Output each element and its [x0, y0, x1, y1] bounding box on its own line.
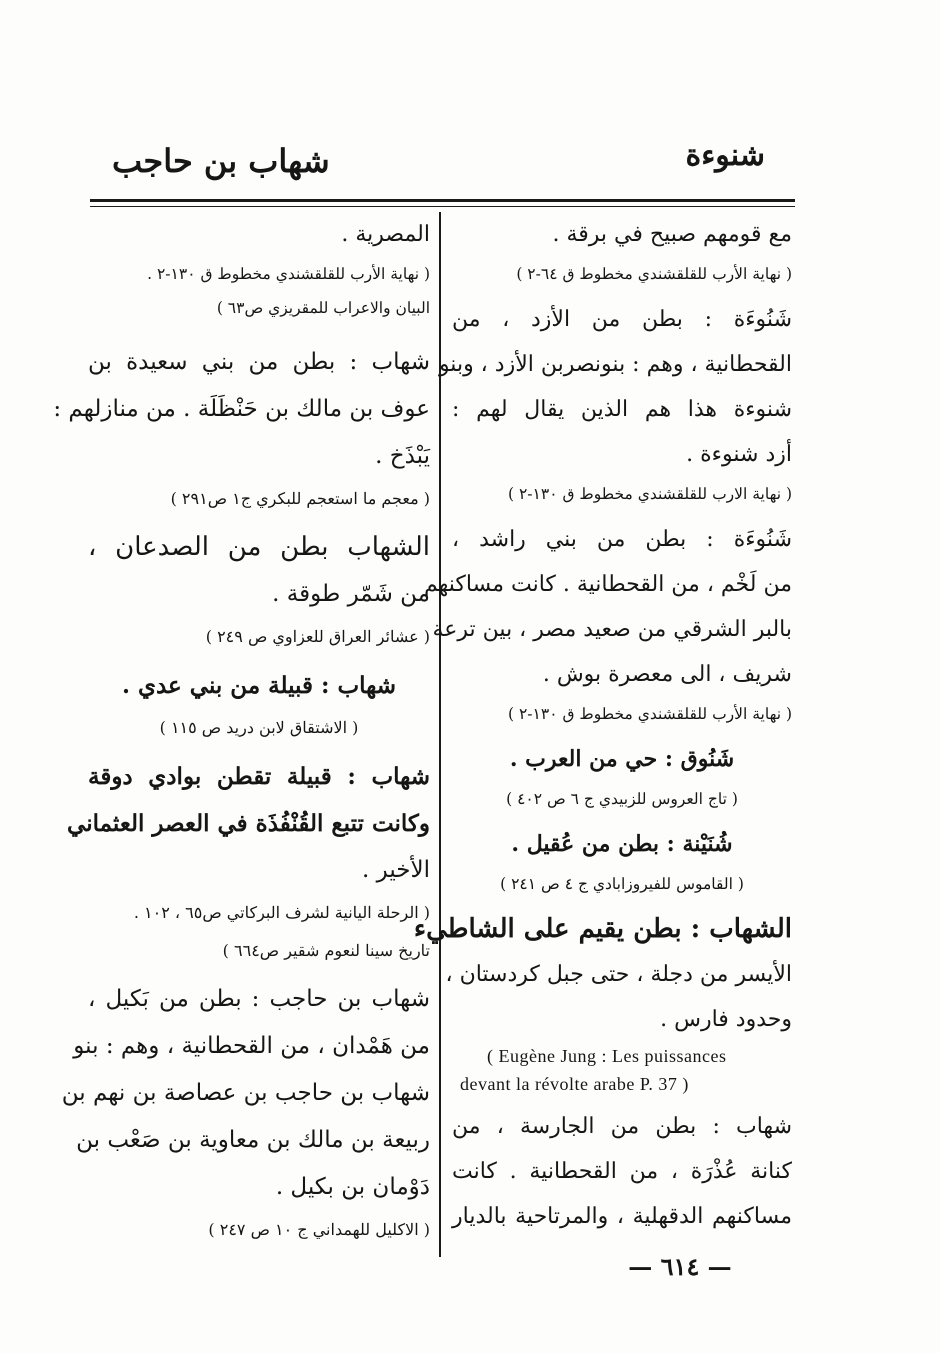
entry-line: أزد شنوءة . [686, 442, 792, 467]
entry-line: ربيعة بن مالك بن معاوية بن صَعْب بن [76, 1127, 430, 1153]
entry-line: دَوْمان بن بكيل . [275, 1174, 430, 1200]
entry-line: من هَمْدان ، من القحطانية ، وهم : بنو [73, 1033, 430, 1059]
citation: ( نهاية الأرب للقلقشندي مخطوط ق ١٣٠-٢ ) [507, 705, 792, 723]
entry-headword-line: شهاب بن حاجب : بطن من بَكيل ، [88, 986, 430, 1012]
citation: ( نهاية الارب للقلقشندي مخطوط ق ١٣٠-٢ ) [507, 485, 792, 503]
citation: ( تاج العروس للزبيدي ج ٦ ص ٤٠٢ ) [506, 790, 738, 808]
entry-headword-line: الشهاب بطن من الصدعان ، [88, 532, 430, 562]
citation: ( الاشتقاق لابن دريد ص ١١٥ ) [159, 718, 359, 737]
running-head-left: شهاب بن حاجب [112, 142, 330, 180]
running-head-right: شنوءة [685, 138, 765, 173]
entry-line: وكانت تتبع القُنْفُذَة في العصر العثماني [67, 810, 430, 837]
entry-line: مع قومهم صبيح في برقة . [552, 222, 792, 247]
header-rule-thin [90, 206, 795, 207]
entry-headword-line: شَنُوق : حي من العرب . [509, 746, 735, 772]
citation: ( الاكليل للهمداني ج ١٠ ص ٢٤٧ ) [208, 1220, 430, 1239]
entry-headword-line: شهاب : قبيلة تقطن بوادي دوقة [88, 763, 430, 790]
entry-line: مساكنهم الدقهلية ، والمرتاحية بالديار [452, 1204, 792, 1229]
entry-line: شهاب بن حاجب بن عصاصة بن نهم بن [61, 1080, 430, 1106]
entry-headword-line: شَنُوءَة : بطن من الأزد ، من [452, 307, 792, 332]
citation: تاريخ سينا لنعوم شقير ص٦٦٤ ) [222, 941, 430, 960]
page-number: — ٦١٤ — [628, 1252, 732, 1281]
citation: ( عشائر العراق للعزاوي ص ٢٤٩ ) [205, 627, 430, 646]
entry-headword-line: شُنَيْنة : بطن من عُقيل . [511, 831, 733, 857]
entry-line: من لَخْم ، من القحطانية . كانت مساكنهم [423, 572, 792, 597]
latin-citation: ( Eugène Jung : Les puissances [487, 1046, 727, 1066]
header-rule-thick [90, 199, 795, 202]
citation: ( نهاية الأرب للقلقشندي مخطوط ق ١٣٠-٢ . [147, 265, 430, 283]
entry-line: عوف بن مالك بن حَنْظَلَة . من منازلهم : [53, 396, 430, 422]
latin-citation: devant la révolte arabe P. 37 ) [460, 1074, 689, 1094]
entry-headword-line: شهاب : قبيلة من بني عدي . [121, 672, 397, 699]
entry-line: المصرية . [341, 222, 430, 247]
entry-line: وحدود فارس . [660, 1007, 792, 1032]
citation: ( معجم ما استعجم للبكري ج١ ص٢٩١ ) [170, 489, 430, 508]
left-column [53, 212, 430, 1249]
entry-line: يَبْذَخ . [375, 443, 430, 469]
citation: ( القاموس للفيروزابادي ج ٤ ص ٢٤١ ) [500, 875, 744, 893]
citation: ( نهاية الأرب للقلقشندي مخطوط ق ٦٤-٢ ) [516, 265, 792, 283]
entry-headword-line: شهاب : بطن من الجارسة ، من [452, 1114, 792, 1139]
citation: ( الرحلة اليانية لشرف البركاتي ص٦٥ ، ١٠٢ . [133, 903, 430, 922]
citation: البيان والاعراب للمقريزي ص٦٣ ) [216, 299, 430, 317]
entry-headword-line: الشهاب : بطن يقيم على الشاطيء [413, 914, 792, 944]
entry-headword-line: شَنُوءَة : بطن من بني راشد ، [452, 527, 792, 552]
entry-line: بالبر الشرقي من صعيد مصر ، بين ترعة [432, 617, 792, 642]
entry-line: كنانة عُذْرَة ، من القحطانية . كانت [452, 1159, 792, 1184]
entry-line: شريف ، الى معصرة بوش . [542, 662, 792, 687]
entry-headword-line: شهاب : بطن من بني سعيدة بن [88, 349, 430, 375]
entry-line: القحطانية ، وهم : بنونصربن الأزد ، وبنو [438, 352, 792, 377]
entry-line: من شَمّر طوقة . [272, 581, 430, 607]
entry-line: الأخير . [362, 857, 430, 883]
entry-line: الأيسر من دجلة ، حتى جبل كردستان ، [445, 962, 792, 987]
entry-line: شنوءة هذا هم الذين يقال لهم : [452, 397, 792, 422]
right-column [413, 212, 792, 1239]
